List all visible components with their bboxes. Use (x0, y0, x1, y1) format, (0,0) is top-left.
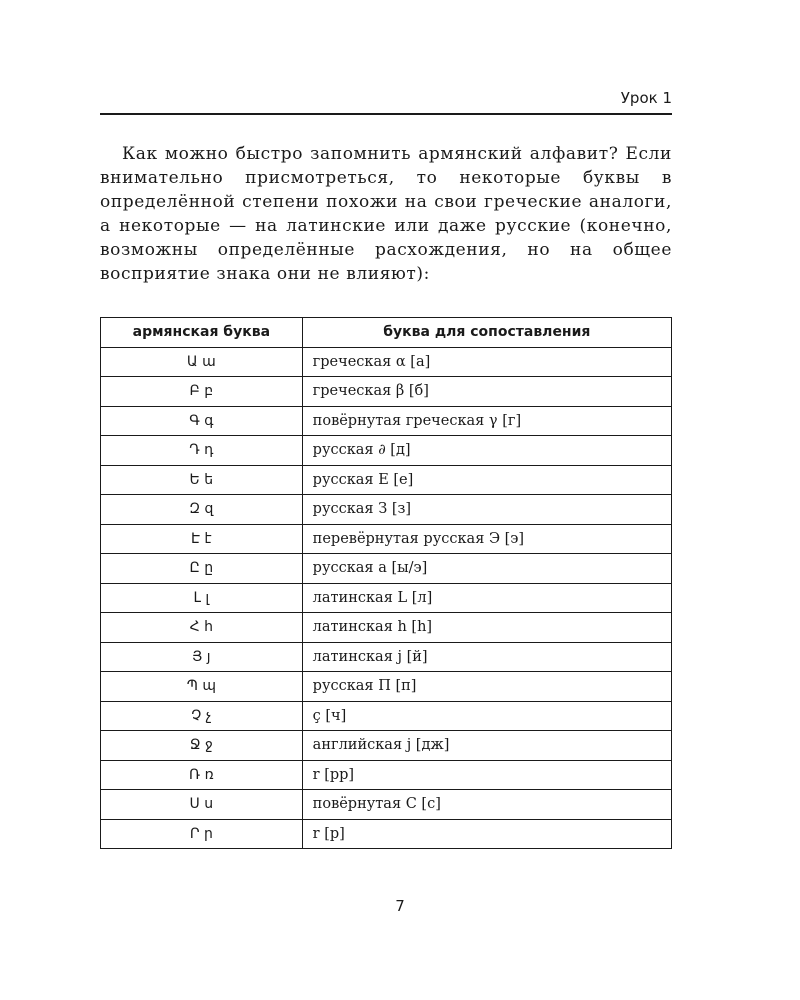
comparison-cell: русская а [ы/э] (302, 554, 671, 584)
page-number: 7 (395, 897, 405, 915)
table-row (101, 406, 672, 436)
table-row (101, 642, 672, 672)
table-row (101, 377, 672, 407)
comparison-cell: латинская j [й] (302, 642, 671, 672)
armenian-letter-cell: Ռ ռ (101, 760, 303, 790)
table-row (101, 672, 672, 702)
table-row (101, 819, 672, 849)
comparison-cell: русская ∂ [д] (302, 436, 671, 466)
header-rule (100, 113, 672, 115)
comparison-cell: повёрнутая С [с] (302, 790, 671, 820)
comparison-cell: перевёрнутая русская Э [э] (302, 524, 671, 554)
comparison-cell: латинская h [h] (302, 613, 671, 643)
armenian-letter-cell: Զ զ (101, 495, 303, 525)
section-title: Урок 1 (620, 89, 672, 107)
comparison-cell: r [р] (302, 819, 671, 849)
table-row (101, 790, 672, 820)
armenian-letter-cell: Է է (101, 524, 303, 554)
armenian-letter-cell: Ջ ջ (101, 731, 303, 761)
comparison-cell: латинская L [л] (302, 583, 671, 613)
intro-paragraph: Как можно быстро запомнить армянский алфавит? Если внимательно присмотреться, то некоторые буквы в определённой степени похожи на свои греческие аналоги, а некоторые — на латинские или даже русские (конечно, возможны определённые расхождения, но на общее восприятие знака они не влияют): (100, 144, 672, 284)
table-row (101, 465, 672, 495)
armenian-letter-cell: Յ յ (101, 642, 303, 672)
armenian-letter-cell: Գ գ (101, 406, 303, 436)
armenian-letter-cell: Ր ր (101, 819, 303, 849)
comparison-cell: русская П [п] (302, 672, 671, 702)
armenian-letter-cell: Չ չ (101, 701, 303, 731)
comparison-cell: греческая α [а] (302, 347, 671, 377)
table-row (101, 583, 672, 613)
table-row (101, 554, 672, 584)
comparison-cell: ç [ч] (302, 701, 671, 731)
column-header-comparison-letter: буква для сопоставления (302, 318, 671, 348)
table-row (101, 731, 672, 761)
letter-comparison-table (100, 317, 672, 849)
table-row (101, 436, 672, 466)
table-row (101, 701, 672, 731)
column-header-armenian-letter: армянская буква (101, 318, 303, 348)
comparison-cell: русская З [з] (302, 495, 671, 525)
table-row (101, 495, 672, 525)
table-row (101, 613, 672, 643)
comparison-cell: повёрнутая греческая γ [г] (302, 406, 671, 436)
comparison-cell: русская Е [е] (302, 465, 671, 495)
armenian-letter-cell: Լ լ (101, 583, 303, 613)
armenian-letter-cell: Դ դ (101, 436, 303, 466)
comparison-cell: греческая β [б] (302, 377, 671, 407)
table-row (101, 524, 672, 554)
armenian-letter-cell: Պ պ (101, 672, 303, 702)
comparison-cell: английская j [дж] (302, 731, 671, 761)
armenian-letter-cell: Հ h (101, 613, 303, 643)
table-header-row (101, 318, 672, 348)
armenian-letter-cell: Ե ե (101, 465, 303, 495)
armenian-letter-cell: Ա ա (101, 347, 303, 377)
armenian-letter-cell: Բ բ (101, 377, 303, 407)
armenian-letter-cell: Ը ը (101, 554, 303, 584)
armenian-letter-cell: Ս ս (101, 790, 303, 820)
table-row (101, 347, 672, 377)
comparison-cell: r [рр] (302, 760, 671, 790)
table-row (101, 760, 672, 790)
